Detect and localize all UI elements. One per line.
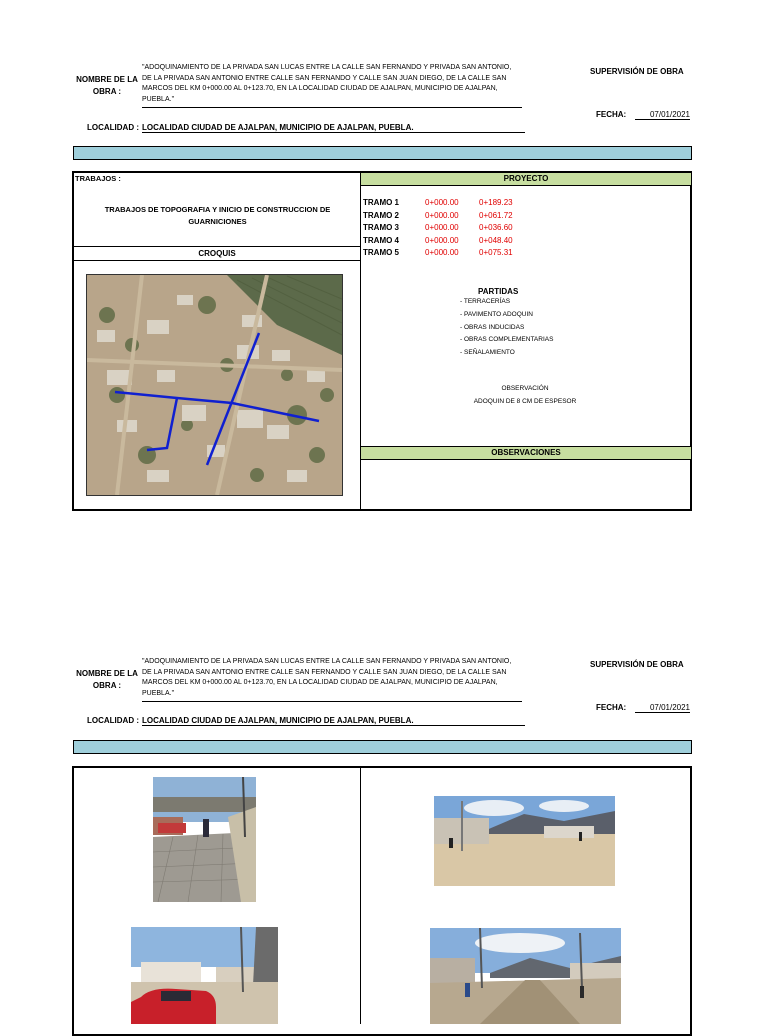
- observacion-text: ADOQUIN DE 8 CM DE ESPESOR: [473, 398, 577, 405]
- supervision-title-p2: SUPERVISIÓN DE OBRA: [590, 660, 684, 669]
- nombre-obra-label-p2: NOMBRE DE LA OBRA :: [76, 669, 138, 690]
- tramo-row: [363, 197, 563, 210]
- tramo-row: [363, 235, 563, 248]
- partida-item: - SEÑALAMIENTO: [460, 349, 515, 357]
- partida-text: PAVIMENTO ADOQUIN: [463, 310, 533, 318]
- partidas-title: PARTIDAS: [478, 287, 519, 296]
- aerial-map-image: [86, 274, 343, 496]
- localidad-label: LOCALIDAD :: [87, 123, 139, 132]
- fecha-label-p2: FECHA:: [596, 703, 627, 712]
- trabajos-description: TRABAJOS DE TOPOGRAFIA Y INICIO DE CONSTRUCCION DE GUARNICIONES: [104, 205, 331, 226]
- tramo-start: 0+000.00: [425, 223, 459, 232]
- tramos-table: [363, 197, 563, 260]
- aerial-map-svg: [87, 275, 342, 495]
- fecha-value-p2: 07/01/2021: [635, 703, 690, 713]
- tramo-name: TRAMO 2: [363, 210, 399, 220]
- tramo-end: 0+075.31: [479, 248, 513, 257]
- partida-item: - PAVIMENTO ADOQUIN: [460, 310, 533, 318]
- tramo-start: 0+000.00: [425, 248, 459, 257]
- fecha-value: 07/01/2021: [635, 110, 690, 120]
- observaciones-header: OBSERVACIONES: [360, 446, 692, 460]
- fecha-label: FECHA:: [596, 110, 627, 119]
- tramo-end: 0+061.72: [479, 210, 513, 220]
- partida-item: - OBRAS INDUCIDAS: [460, 323, 525, 331]
- tramo-end: 0+189.23: [479, 198, 513, 207]
- partida-item: - TERRACERÍAS: [460, 298, 511, 305]
- localidad-value-p2: LOCALIDAD CIUDAD DE AJALPAN, MUNICIPIO DE AJALPAN, PUEBLA.: [142, 716, 525, 726]
- tramo-name: TRAMO 1: [363, 198, 399, 207]
- localidad-label-p2: LOCALIDAD :: [87, 716, 139, 725]
- supervision-title: SUPERVISIÓN DE OBRA: [590, 67, 684, 76]
- site-photo-1: [153, 777, 256, 902]
- tramo-row: [363, 222, 563, 235]
- nombre-obra-label: NOMBRE DE LA OBRA :: [76, 75, 138, 96]
- partida-text: OBRAS COMPLEMENTARIAS: [463, 336, 554, 344]
- site-photo-3: [131, 927, 278, 1024]
- croquis-header: CROQUIS: [74, 246, 360, 261]
- obra-name-text: "ADOQUINAMIENTO DE LA PRIVADA SAN LUCAS ENTRE LA CALLE SAN FERNANDO Y PRIVADA SAN ANTONIO, DE LA PRIVADA SAN ANTONIO ENTRE CALLE SAN FERNANDO Y CALLE SAN JUAN DIEGO, DE LA CALLE SAN MARCOS DEL KM 0+000.00 AL 0+123.70, EN LA LOCALIDAD CIUDAD DE AJALPAN, MUNICIPIO DE AJALPAN, PUEBLA.": [142, 63, 522, 108]
- tramo-row: [363, 210, 563, 223]
- section-divider-bar-p2: [73, 740, 692, 754]
- tramo-name: TRAMO 4: [363, 235, 399, 245]
- obra-name-text-p2: "ADOQUINAMIENTO DE LA PRIVADA SAN LUCAS ENTRE LA CALLE SAN FERNANDO Y PRIVADA SAN ANTONIO, DE LA PRIVADA SAN ANTONIO ENTRE CALLE SAN FERNANDO Y CALLE SAN JUAN DIEGO, DE LA CALLE SAN MARCOS DEL KM 0+000.00 AL 0+123.70, EN LA LOCALIDAD CIUDAD DE AJALPAN, MUNICIPIO DE AJALPAN, PUEBLA.": [142, 657, 522, 702]
- site-photo-4: [430, 928, 621, 1024]
- tramo-start: 0+000.00: [425, 198, 459, 207]
- partidas-list: [460, 296, 553, 360]
- tramo-name: TRAMO 3: [363, 223, 399, 232]
- photo-column-divider: [360, 767, 361, 1024]
- tramo-end: 0+048.40: [479, 235, 513, 245]
- tramo-row: [363, 247, 563, 260]
- tramo-name: TRAMO 5: [363, 248, 399, 257]
- trabajos-label: TRABAJOS :: [75, 174, 121, 183]
- tramo-start: 0+000.00: [425, 210, 459, 220]
- proyecto-header: PROYECTO: [360, 172, 692, 186]
- observacion-label: OBSERVACIÓN: [501, 385, 549, 392]
- tramo-start: 0+000.00: [425, 235, 459, 245]
- site-photo-2: [434, 796, 615, 886]
- tramo-end: 0+036.60: [479, 223, 513, 232]
- section-divider-bar: [73, 146, 692, 160]
- partida-item: - OBRAS COMPLEMENTARIAS: [460, 336, 554, 344]
- partida-text: TERRACERÍAS: [463, 298, 511, 305]
- partida-text: SEÑALAMIENTO: [463, 349, 515, 357]
- localidad-value: LOCALIDAD CIUDAD DE AJALPAN, MUNICIPIO DE AJALPAN, PUEBLA.: [142, 123, 525, 133]
- partida-text: OBRAS INDUCIDAS: [463, 323, 525, 331]
